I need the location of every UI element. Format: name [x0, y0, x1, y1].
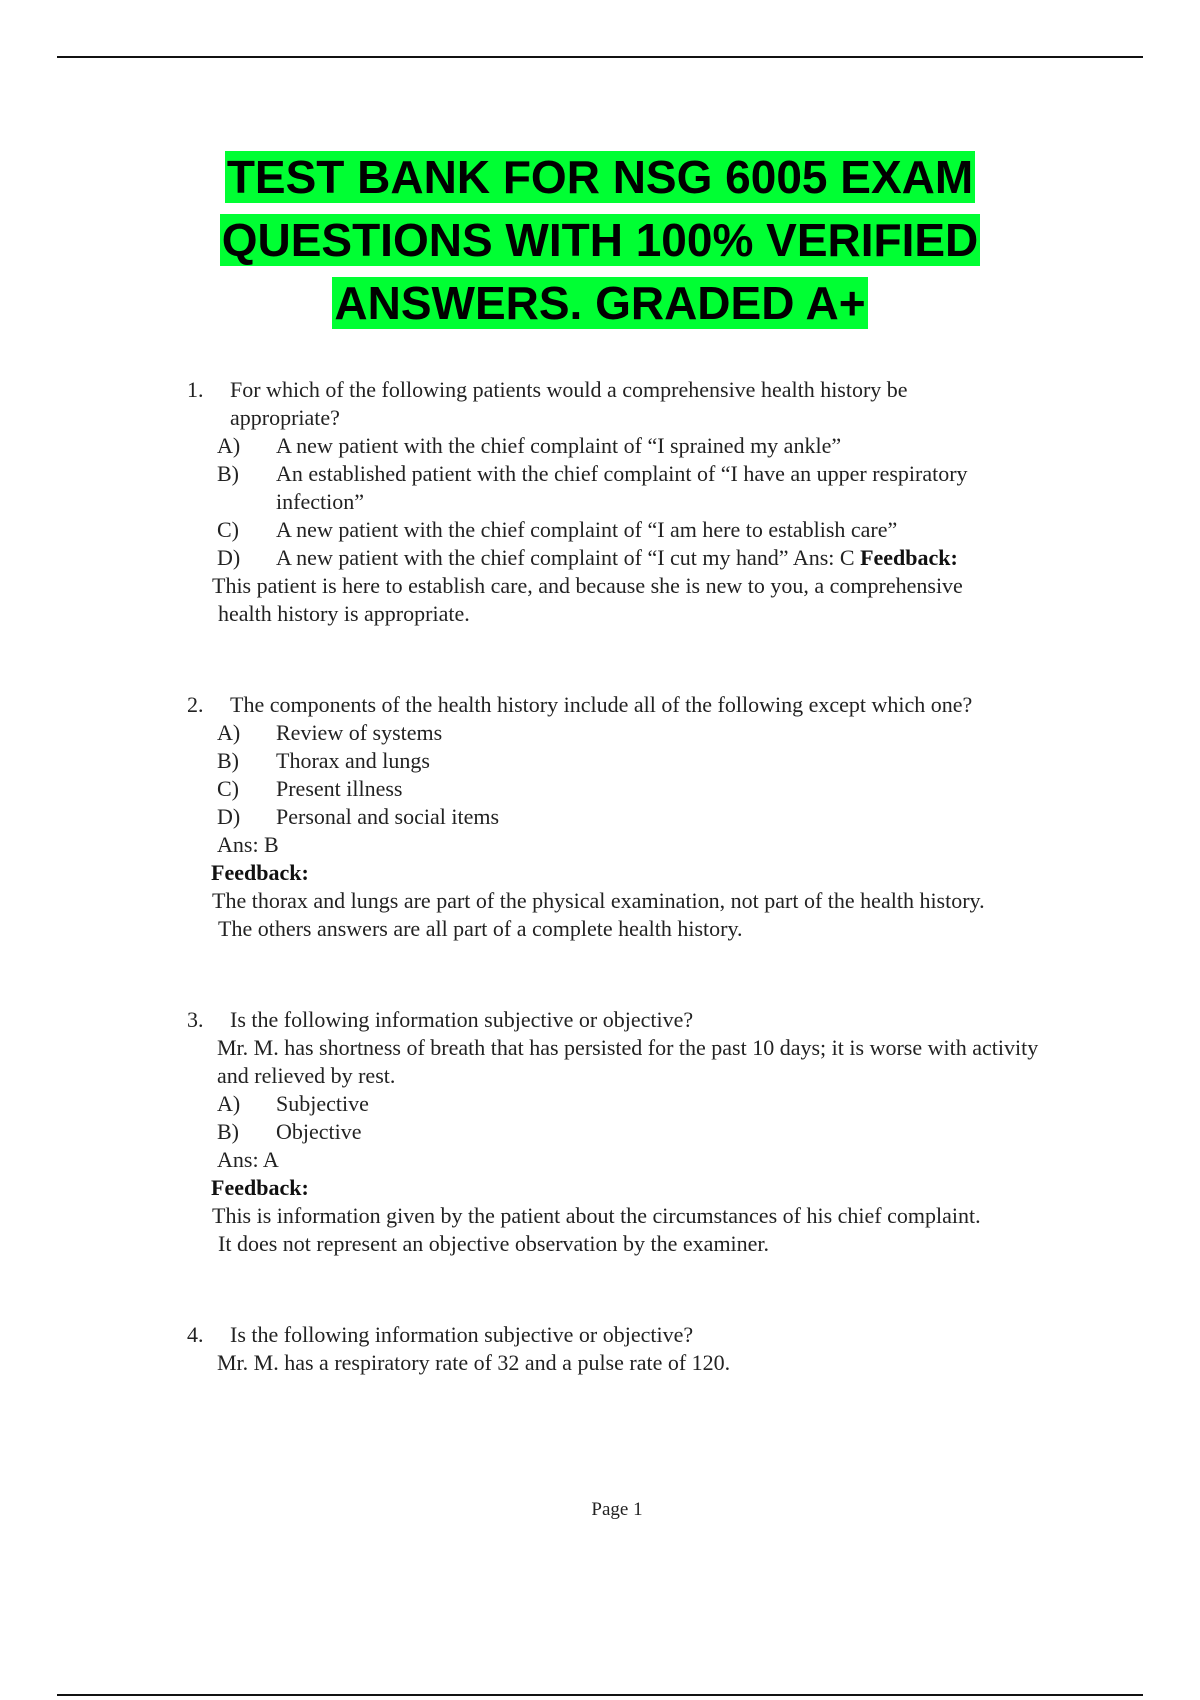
option-letter: B)	[217, 1119, 239, 1144]
option-text: Objective	[276, 1119, 362, 1144]
option-b	[0, 1118, 1056, 1146]
question-1	[0, 376, 1200, 628]
bottom-rule	[57, 1694, 1143, 1696]
option-text: Thorax and lungs	[276, 748, 430, 773]
question-stem: Is the following information subjective or objective?	[230, 1007, 694, 1032]
question-list	[0, 376, 1200, 1377]
document-title	[100, 146, 1100, 335]
option-letter: B)	[217, 461, 239, 486]
title-line-1: TEST BANK FOR NSG 6005 EXAM	[226, 151, 974, 203]
question-4	[0, 1321, 1200, 1377]
question-stem-continued: appropriate?	[230, 405, 340, 430]
option-letter: A)	[217, 720, 241, 745]
question-number: 4.	[187, 1322, 204, 1347]
title-line-2: QUESTIONS WITH 100% VERIFIED	[221, 214, 979, 266]
option-text: A new patient with the chief complaint of “I cut my hand” Ans: C	[276, 545, 861, 570]
feedback-text: This is information given by the patient about the circumstances of his chief complaint. It does not represent an objective observation by the examiner.	[212, 1203, 981, 1256]
option-text: A new patient with the chief complaint of “I sprained my ankle”	[276, 433, 842, 458]
feedback-label: Feedback:	[211, 1175, 309, 1200]
option-d	[0, 544, 1076, 572]
option-letter: D)	[217, 804, 241, 829]
page-number: Page 1	[591, 1499, 643, 1520]
question-stem: Is the following information subjective or objective?	[230, 1322, 694, 1347]
option-d	[0, 803, 1056, 831]
answer: Ans: B	[217, 832, 279, 857]
option-letter: D)	[217, 545, 241, 570]
option-text: A new patient with the chief complaint of “I am here to establish care”	[276, 517, 898, 542]
option-letter: A)	[217, 1091, 241, 1116]
option-b	[0, 460, 1016, 516]
answer: Ans: A	[217, 1147, 279, 1172]
option-text: Subjective	[276, 1091, 369, 1116]
option-letter: B)	[217, 748, 239, 773]
option-text: An established patient with the chief complaint of “I have an upper respiratory infection”	[276, 461, 968, 514]
option-c	[0, 775, 1056, 803]
feedback-label: Feedback:	[211, 860, 309, 885]
option-a	[0, 1090, 1056, 1118]
option-text: Present illness	[276, 776, 403, 801]
option-text: Personal and social items	[276, 804, 500, 829]
feedback-text: The thorax and lungs are part of the physical examination, not part of the health history. The others answers are all part of a complete health history.	[212, 888, 985, 941]
question-number: 2.	[187, 692, 204, 717]
question-stem: The components of the health history include all of the following except which one?	[230, 692, 973, 717]
question-scenario: Mr. M. has a respiratory rate of 32 and a pulse rate of 120.	[217, 1350, 731, 1375]
option-letter: C)	[217, 776, 239, 801]
question-number: 3.	[187, 1007, 204, 1032]
option-a	[0, 432, 1056, 460]
feedback-label: Feedback:	[860, 545, 958, 570]
option-letter: A)	[217, 433, 241, 458]
option-text: Review of systems	[276, 720, 443, 745]
option-letter: C)	[217, 517, 239, 542]
option-b	[0, 747, 1056, 775]
option-c	[0, 516, 1056, 544]
top-rule	[57, 56, 1143, 58]
question-2	[0, 691, 1200, 943]
feedback-text: This patient is here to establish care, and because she is new to you, a comprehensive health history is appropriate.	[212, 573, 963, 626]
option-a	[0, 719, 1056, 747]
question-scenario: Mr. M. has shortness of breath that has persisted for the past 10 days; it is worse with activity and relieved by rest.	[217, 1035, 1039, 1088]
question-number: 1.	[187, 377, 204, 402]
question-3	[0, 1006, 1200, 1258]
title-line-3: ANSWERS. GRADED A+	[334, 277, 866, 329]
question-stem: For which of the following patients would a comprehensive health history be	[230, 377, 908, 402]
